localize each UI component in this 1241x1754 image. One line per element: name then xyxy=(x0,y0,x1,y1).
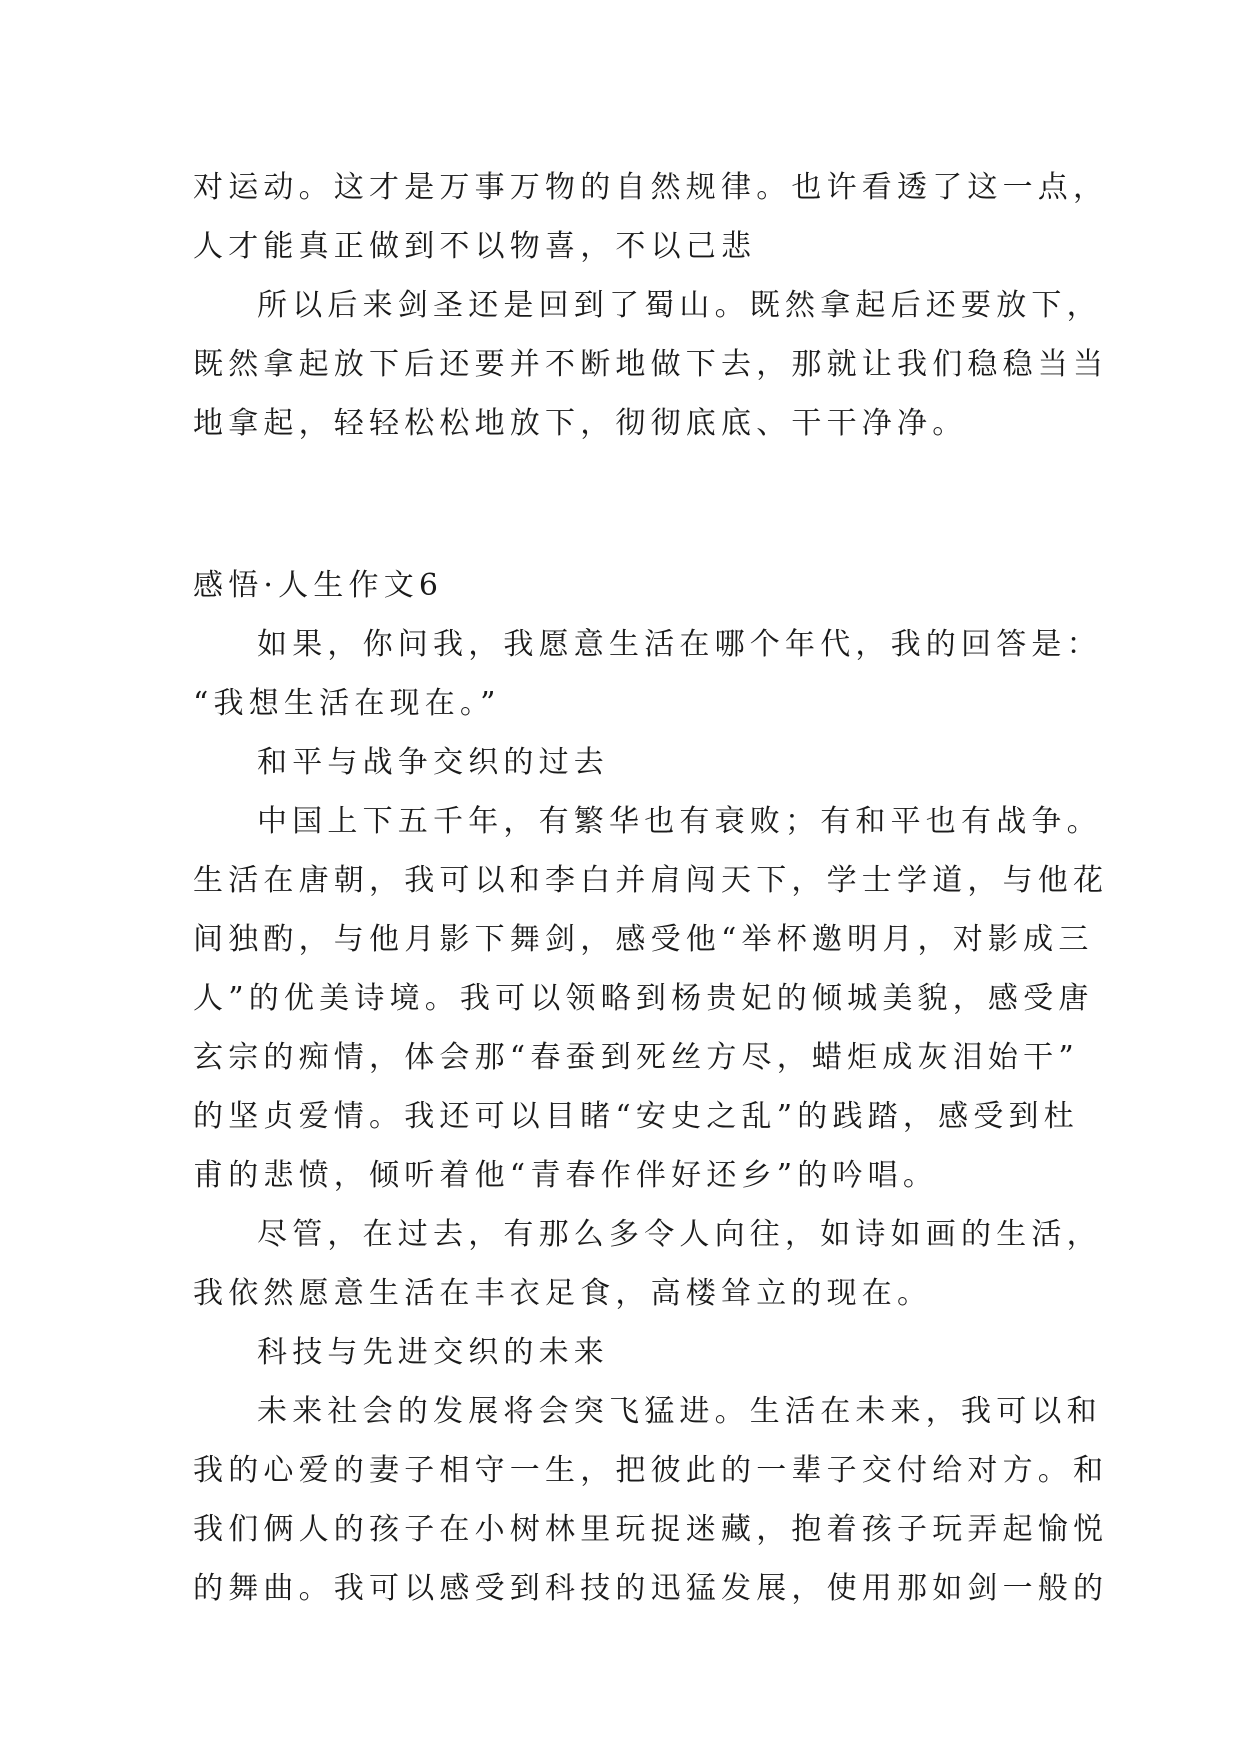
text-line: 玄宗的痴情，体会那“春蚕到死丝方尽，蜡炬成灰泪始干” xyxy=(193,1040,1079,1075)
text-line: 生活在唐朝，我可以和李白并肩闯天下，学士学道，与他花 xyxy=(193,863,1109,898)
text-line: 我们俩人的孩子在小树林里玩捉迷藏，抱着孩子玩弄起愉悦 xyxy=(193,1512,1109,1547)
subheading-line: 科技与先进交织的未来 xyxy=(257,1335,609,1370)
section-spacer xyxy=(193,453,1063,556)
section-title: 感悟·人生作文6 xyxy=(193,568,444,603)
text-line: 的舞曲。我可以感受到科技的迅猛发展，使用那如剑一般的 xyxy=(193,1571,1109,1606)
text-line: 我依然愿意生活在丰衣足食，高楼耸立的现在。 xyxy=(193,1276,933,1311)
document-page xyxy=(193,158,1109,1618)
text-line: 的坚贞爱情。我还可以目睹“安史之乱”的践踏，感受到杜 xyxy=(193,1099,1079,1134)
paragraph-start-line: 尽管，在过去，有那么多令人向往，如诗如画的生活， xyxy=(257,1217,1102,1252)
paragraph-start-line: 所以后来剑圣还是回到了蜀山。既然拿起后还要放下， xyxy=(257,288,1102,323)
paragraph-start-line: 如果，你问我，我愿意生活在哪个年代，我的回答是： xyxy=(257,627,1102,662)
text-line: “我想生活在现在。” xyxy=(193,686,501,721)
paragraph-start-line: 未来社会的发展将会突飞猛进。生活在未来，我可以和 xyxy=(257,1394,1102,1429)
text-line: 人”的优美诗境。我可以领略到杨贵妃的倾城美貌，感受唐 xyxy=(193,981,1094,1016)
text-line: 间独酌，与他月影下舞剑，感受他“举杯邀明月，对影成三 xyxy=(193,922,1094,957)
text-line: 甫的悲愤，倾听着他“青春作伴好还乡”的吟唱。 xyxy=(193,1158,939,1193)
text-line: 我的心爱的妻子相守一生，把彼此的一辈子交付给对方。和 xyxy=(193,1453,1109,1488)
text-line: 人才能真正做到不以物喜，不以己悲 xyxy=(193,229,757,264)
paragraph-start-line: 中国上下五千年，有繁华也有衰败；有和平也有战争。 xyxy=(257,804,1102,839)
text-line: 对运动。这才是万事万物的自然规律。也许看透了这一点， xyxy=(193,170,1109,205)
subheading-line: 和平与战争交织的过去 xyxy=(257,745,609,780)
text-line: 地拿起，轻轻松松地放下，彻彻底底、干干净净。 xyxy=(193,406,968,441)
text-line: 既然拿起放下后还要并不断地做下去，那就让我们稳稳当当 xyxy=(193,347,1109,382)
